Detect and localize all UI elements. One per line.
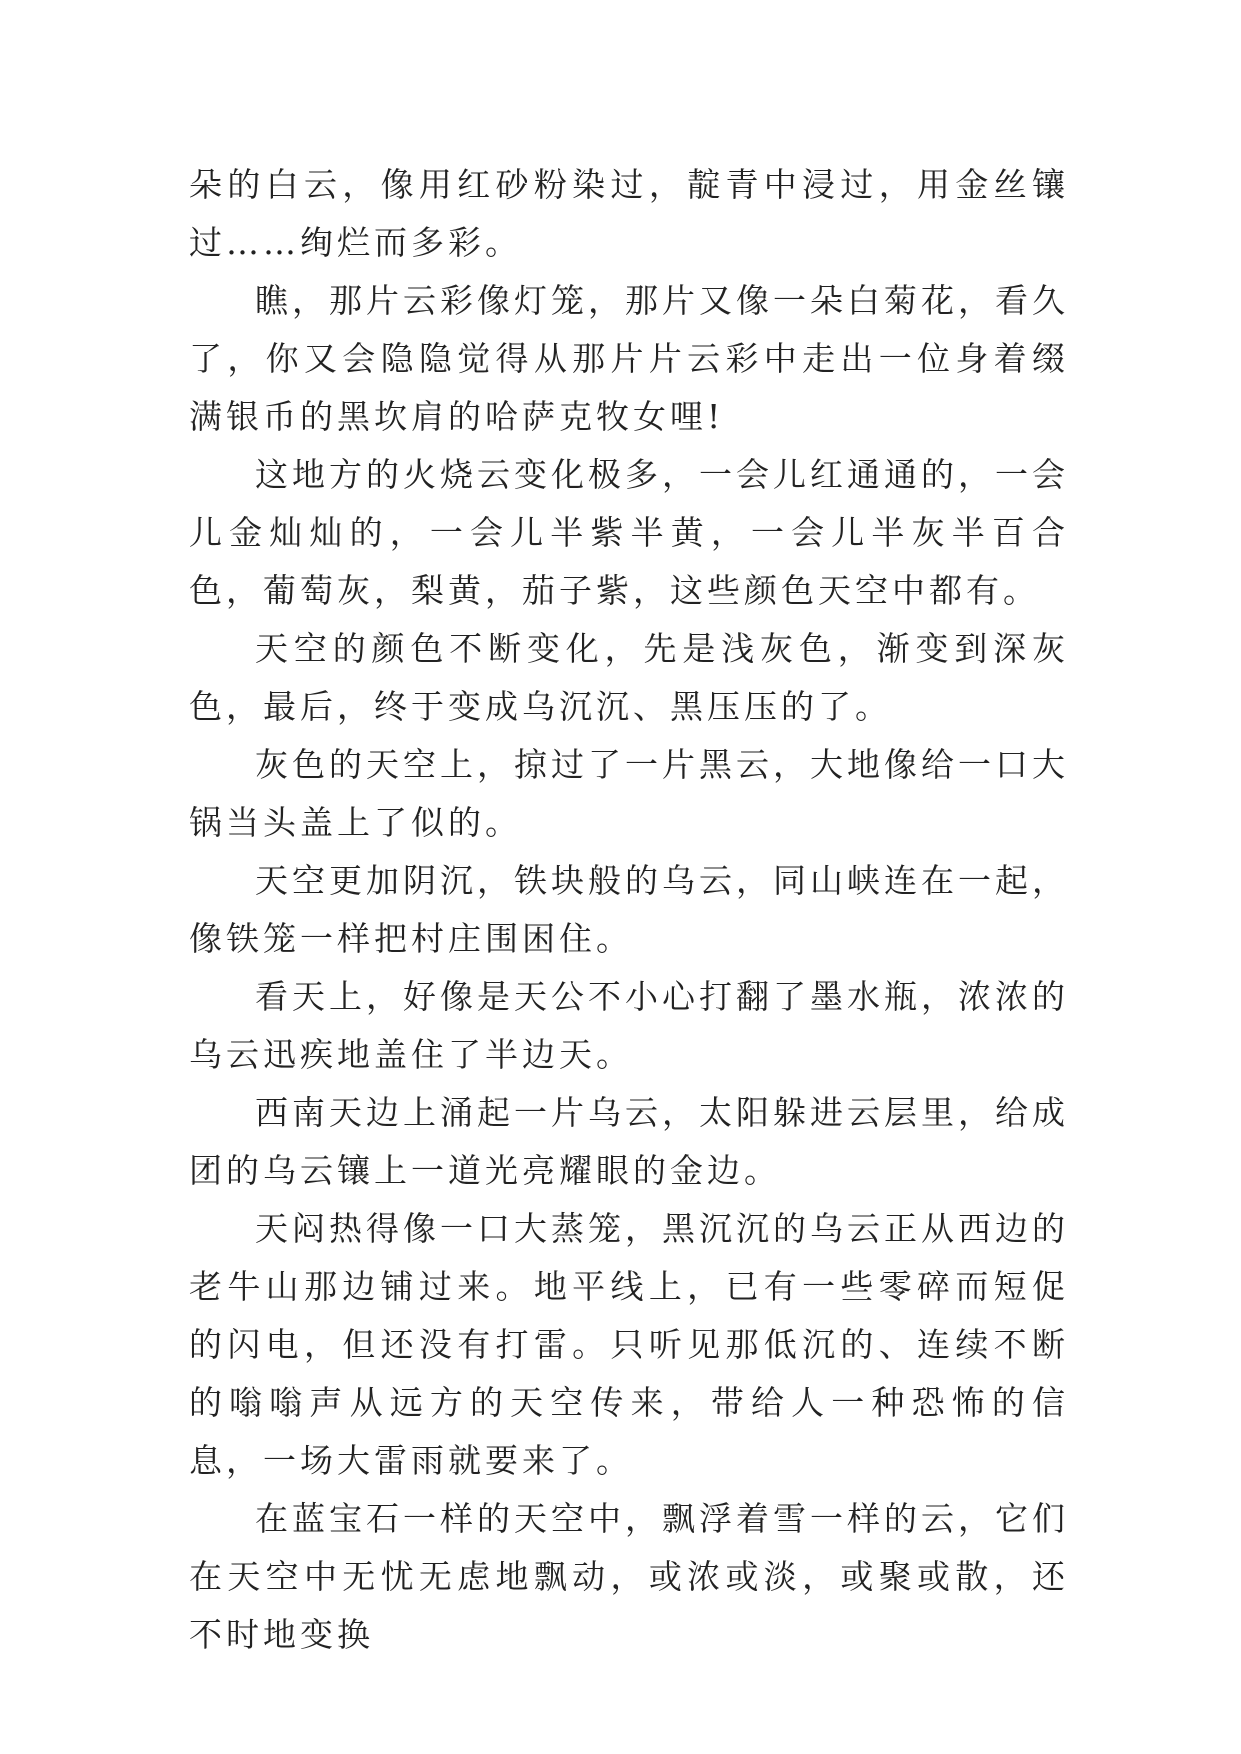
paragraph: 天闷热得像一口大蒸笼，黑沉沉的乌云正从西边的老牛山那边铺过来。地平线上，已有一些零碎而短促的闪电，但还没有打雷。只听见那低沉的、连续不断的嗡嗡声从远方的天空传来，带给人一种恐怖的信息，一场大雷雨就要来了。 <box>189 1209 1069 1480</box>
paragraph: 这地方的火烧云变化极多，一会儿红通通的，一会儿金灿灿的，一会儿半紫半黄，一会儿半灰半百合色，葡萄灰，梨黄，茄子紫，这些颜色天空中都有。 <box>189 455 1069 610</box>
paragraph: 灰色的天空上，掠过了一片黑云，大地像给一口大锅当头盖上了似的。 <box>189 745 1069 842</box>
paragraph: 朵的白云，像用红砂粉染过，靛青中浸过，用金丝镶过……绚烂而多彩。 <box>189 165 1069 262</box>
document-body <box>189 156 1069 1664</box>
paragraph: 西南天边上涌起一片乌云，太阳躲进云层里，给成团的乌云镶上一道光亮耀眼的金边。 <box>189 1093 1069 1190</box>
paragraph: 天空的颜色不断变化，先是浅灰色，渐变到深灰色，最后，终于变成乌沉沉、黑压压的了。 <box>189 629 1069 726</box>
paragraph: 看天上，好像是天公不小心打翻了墨水瓶，浓浓的乌云迅疾地盖住了半边天。 <box>189 977 1069 1074</box>
paragraph: 天空更加阴沉，铁块般的乌云，同山峡连在一起，像铁笼一样把村庄围困住。 <box>189 861 1069 958</box>
paragraph: 在蓝宝石一样的天空中，飘浮着雪一样的云，它们在天空中无忧无虑地飘动，或浓或淡，或聚或散，还不时地变换 <box>189 1499 1069 1654</box>
paragraph: 瞧，那片云彩像灯笼，那片又像一朵白菊花，看久了，你又会隐隐觉得从那片片云彩中走出一位身着缀满银币的黑坎肩的哈萨克牧女哩! <box>189 281 1069 436</box>
